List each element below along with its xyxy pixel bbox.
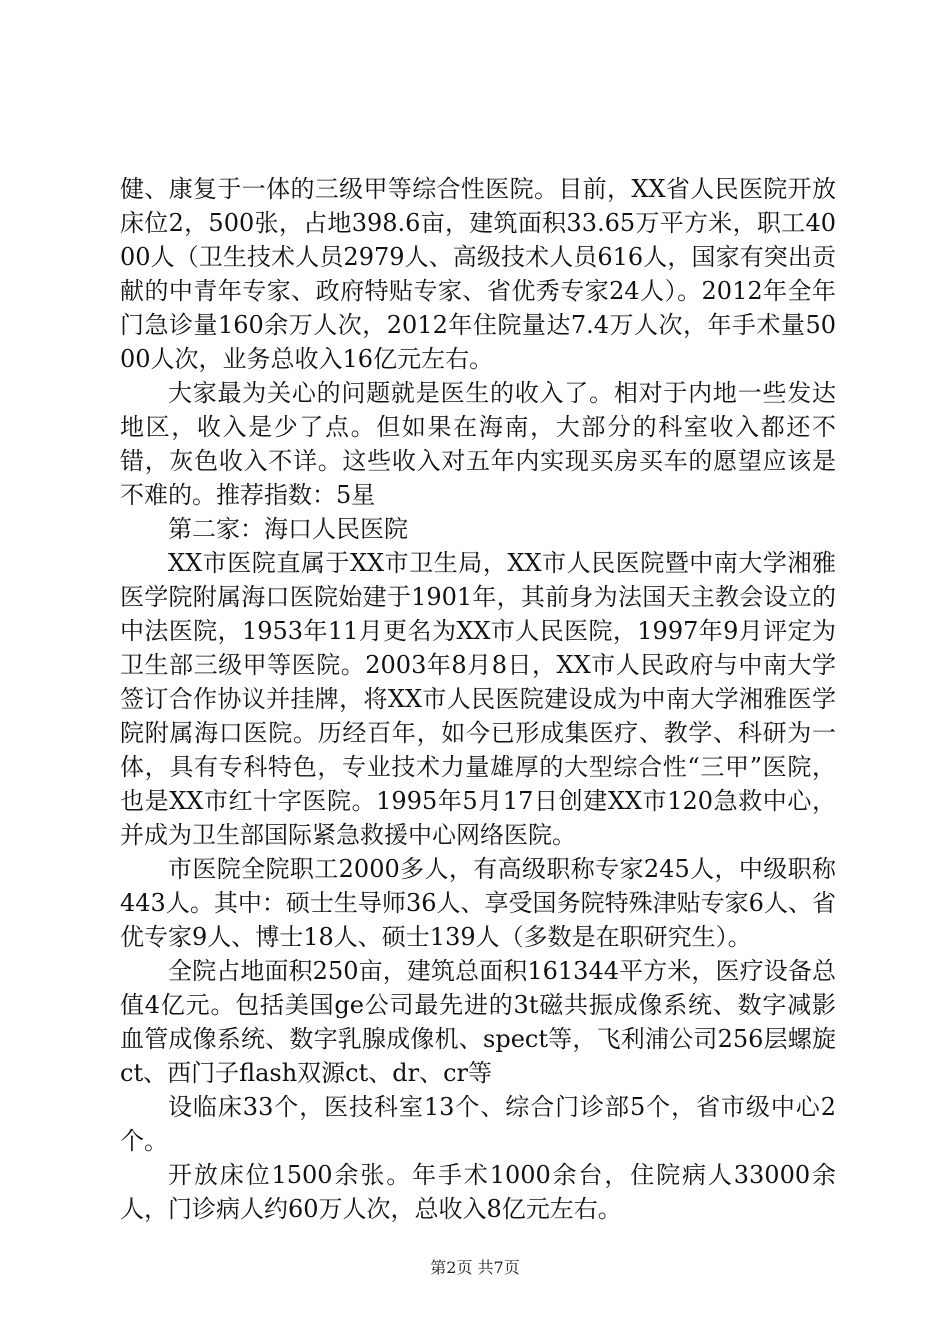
page-footer: 第2页 共7页: [430, 1258, 520, 1277]
paragraph-income: 大家最为关心的问题就是医生的收入了。相对于内地一些发达地区，收入是少了点。但如果在海南，大部分的科室收入都还不错，灰色收入不详。这些收入对五年内实现买房买车的愿望应该是不难的。推荐指数：5星: [120, 379, 836, 509]
paragraph-continuation: 健、康复于一体的三级甲等综合性医院。目前，XX省人民医院开放床位2，500张，占地398.6亩，建筑面积33.65万平方米，职工4000人（卫生技术人员2979人、高级技术人员616人，国家有突出贡献的中青年专家、政府特贴专家、省优秀专家24人）。2012年全年门急诊量160余万人次，2012年住院量达7.4万人次，年手术量5000人次，业务总收入16亿元左右。: [120, 175, 836, 373]
paragraph-beds: 开放床位1500余张。年手术1000余台，住院病人33000余人，门诊病人约60万人次，总收入8亿元左右。: [120, 1161, 836, 1223]
paragraph-departments: 设临床33个，医技科室13个、综合门诊部5个，省市级中心2个。: [120, 1093, 836, 1155]
paragraph-history: XX市医院直属于XX市卫生局，XX市人民医院暨中南大学湘雅医学院附属海口医院始建于1901年，其前身为法国天主教会设立的中法医院，1953年11月更名为XX市人民医院，1997年9月评定为卫生部三级甲等医院。2003年8月8日，XX市人民政府与中南大学签订合作协议并挂牌，将XX市人民医院建设成为中南大学湘雅医学院附属海口医院。历经百年，如今已形成集医疗、教学、科研为一体，具有专科特色，专业技术力量雄厚的大型综合性“三甲”医院，也是XX市红十字医院。1995年5月17日创建XX市120急救中心，并成为卫生部国际紧急救援中心网络医院。: [120, 549, 836, 849]
document-body: [120, 172, 836, 1226]
paragraph-staff: 市医院全院职工2000多人，有高级职称专家245人，中级职称443人。其中：硕士生导师36人、享受国务院特殊津贴专家6人、省优专家9人、博士18人、硕士139人（多数是在职研究生）。: [120, 855, 836, 951]
paragraph-facilities: 全院占地面积250亩，建筑总面积161344平方米，医疗设备总值4亿元。包括美国ge公司最先进的3t磁共振成像系统、数字减影血管成像系统、数字乳腺成像机、spect等，飞利浦公司256层螺旋ct、西门子flash双源ct、dr、cr等: [120, 957, 836, 1087]
section-heading: 第二家：海口人民医院: [168, 515, 408, 543]
